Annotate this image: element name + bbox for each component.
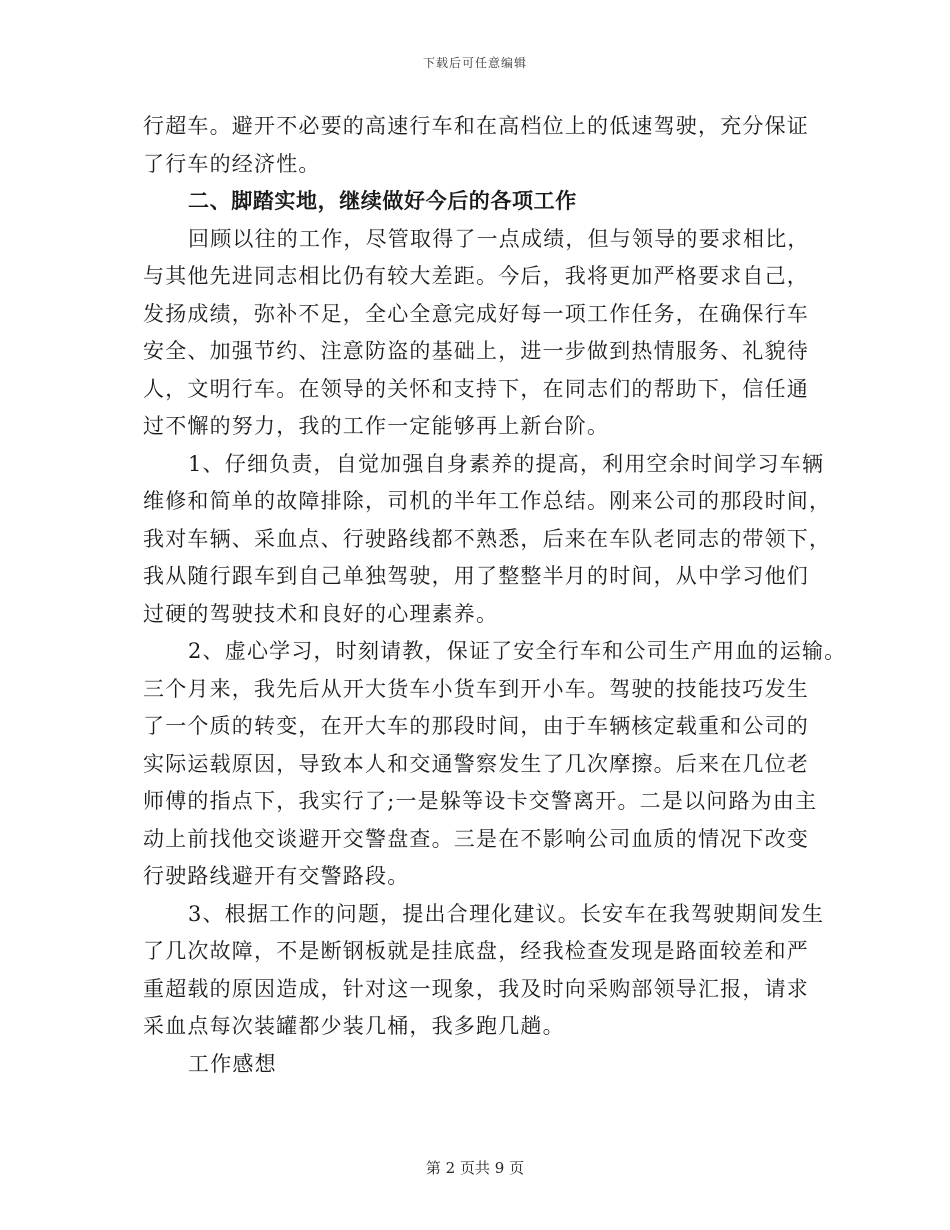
paragraph-line: 我对车辆、采血点、行驶路线都不熟悉，后来在车队老同志的带领下，	[143, 526, 832, 551]
page-header: 下载后可任意编辑	[422, 56, 527, 70]
paragraph-line: 师傅的指点下，我实行了;一是躲等设卡交警离开。二是以问路为由主	[143, 789, 818, 813]
paragraph-line: 发扬成绩，弥补不足，全心全意完成好每一项工作任务，在确保行车	[143, 301, 809, 326]
document-body	[143, 108, 847, 1083]
paragraph-line: 回顾以往的工作，尽管取得了一点成绩，但与领导的要求相比，	[188, 226, 810, 251]
section-heading: 二、脚踏实地，继续做好今后的各项工作	[188, 189, 577, 213]
paragraph-line: 安全、加强节约、注意防盗的基础上，进一步做到热情服务、礼貌待	[143, 339, 809, 363]
paragraph-line: 维修和简单的故障排除，司机的半年工作总结。刚来公司的那段时间，	[143, 489, 832, 513]
paragraph-line: 1、仔细负责，自觉加强自身素养的提高，利用空余时间学习车辆	[188, 451, 825, 476]
paragraph-line: 过硬的驾驶技术和良好的心理素养。	[143, 601, 499, 626]
paragraph-line: 实际运载原因，导致本人和交通警察发生了几次摩擦。后来在几位老	[143, 751, 809, 776]
paragraph-line: 重超载的原因造成，针对这一现象，我及时向采购部领导汇报，请求	[143, 976, 809, 1001]
paragraph-line: 2、虚心学习，时刻请教，保证了安全行车和公司生产用血的运输。	[188, 639, 847, 663]
paragraph-line: 三个月来，我先后从开大货车小货车到开小车。驾驶的技能技巧发生	[143, 676, 809, 701]
paragraph-line: 人，文明行车。在领导的关怀和支持下，在同志们的帮助下，信任通	[143, 376, 809, 401]
paragraph-line: 了一个质的转变，在开大车的那段时间，由于车辆核定载重和公司的	[143, 714, 809, 738]
paragraph-line: 动上前找他交谈避开交警盘查。三是在不影响公司血质的情况下改变	[143, 826, 809, 851]
paragraph-line: 了几次故障，不是断钢板就是挂底盘，经我检查发现是路面较差和严	[143, 939, 809, 963]
paragraph-line: 与其他先进同志相比仍有较大差距。今后，我将更加严格要求自己，	[143, 264, 809, 288]
paragraph-line: 采血点每次装罐都少装几桶，我多跑几趟。	[143, 1014, 565, 1038]
paragraph-line: 过不懈的努力，我的工作一定能够再上新台阶。	[143, 414, 610, 438]
paragraph-line: 我从随行跟车到自己单独驾驶，用了整整半月的时间，从中学习他们	[143, 564, 809, 588]
paragraph-line: 行超车。避开不必要的高速行车和在高档位上的低速驾驶，充分保证	[143, 114, 809, 138]
paragraph-line: 3、根据工作的问题，提出合理化建议。长安车在我驾驶期间发生	[188, 901, 825, 926]
paragraph-line: 了行车的经济性。	[143, 151, 321, 176]
paragraph-line: 行驶路线避开有交警路段。	[143, 864, 410, 888]
subsection-title: 工作感想	[188, 1051, 277, 1076]
page-footer: 第 2 页共 9 页	[425, 1159, 525, 1177]
